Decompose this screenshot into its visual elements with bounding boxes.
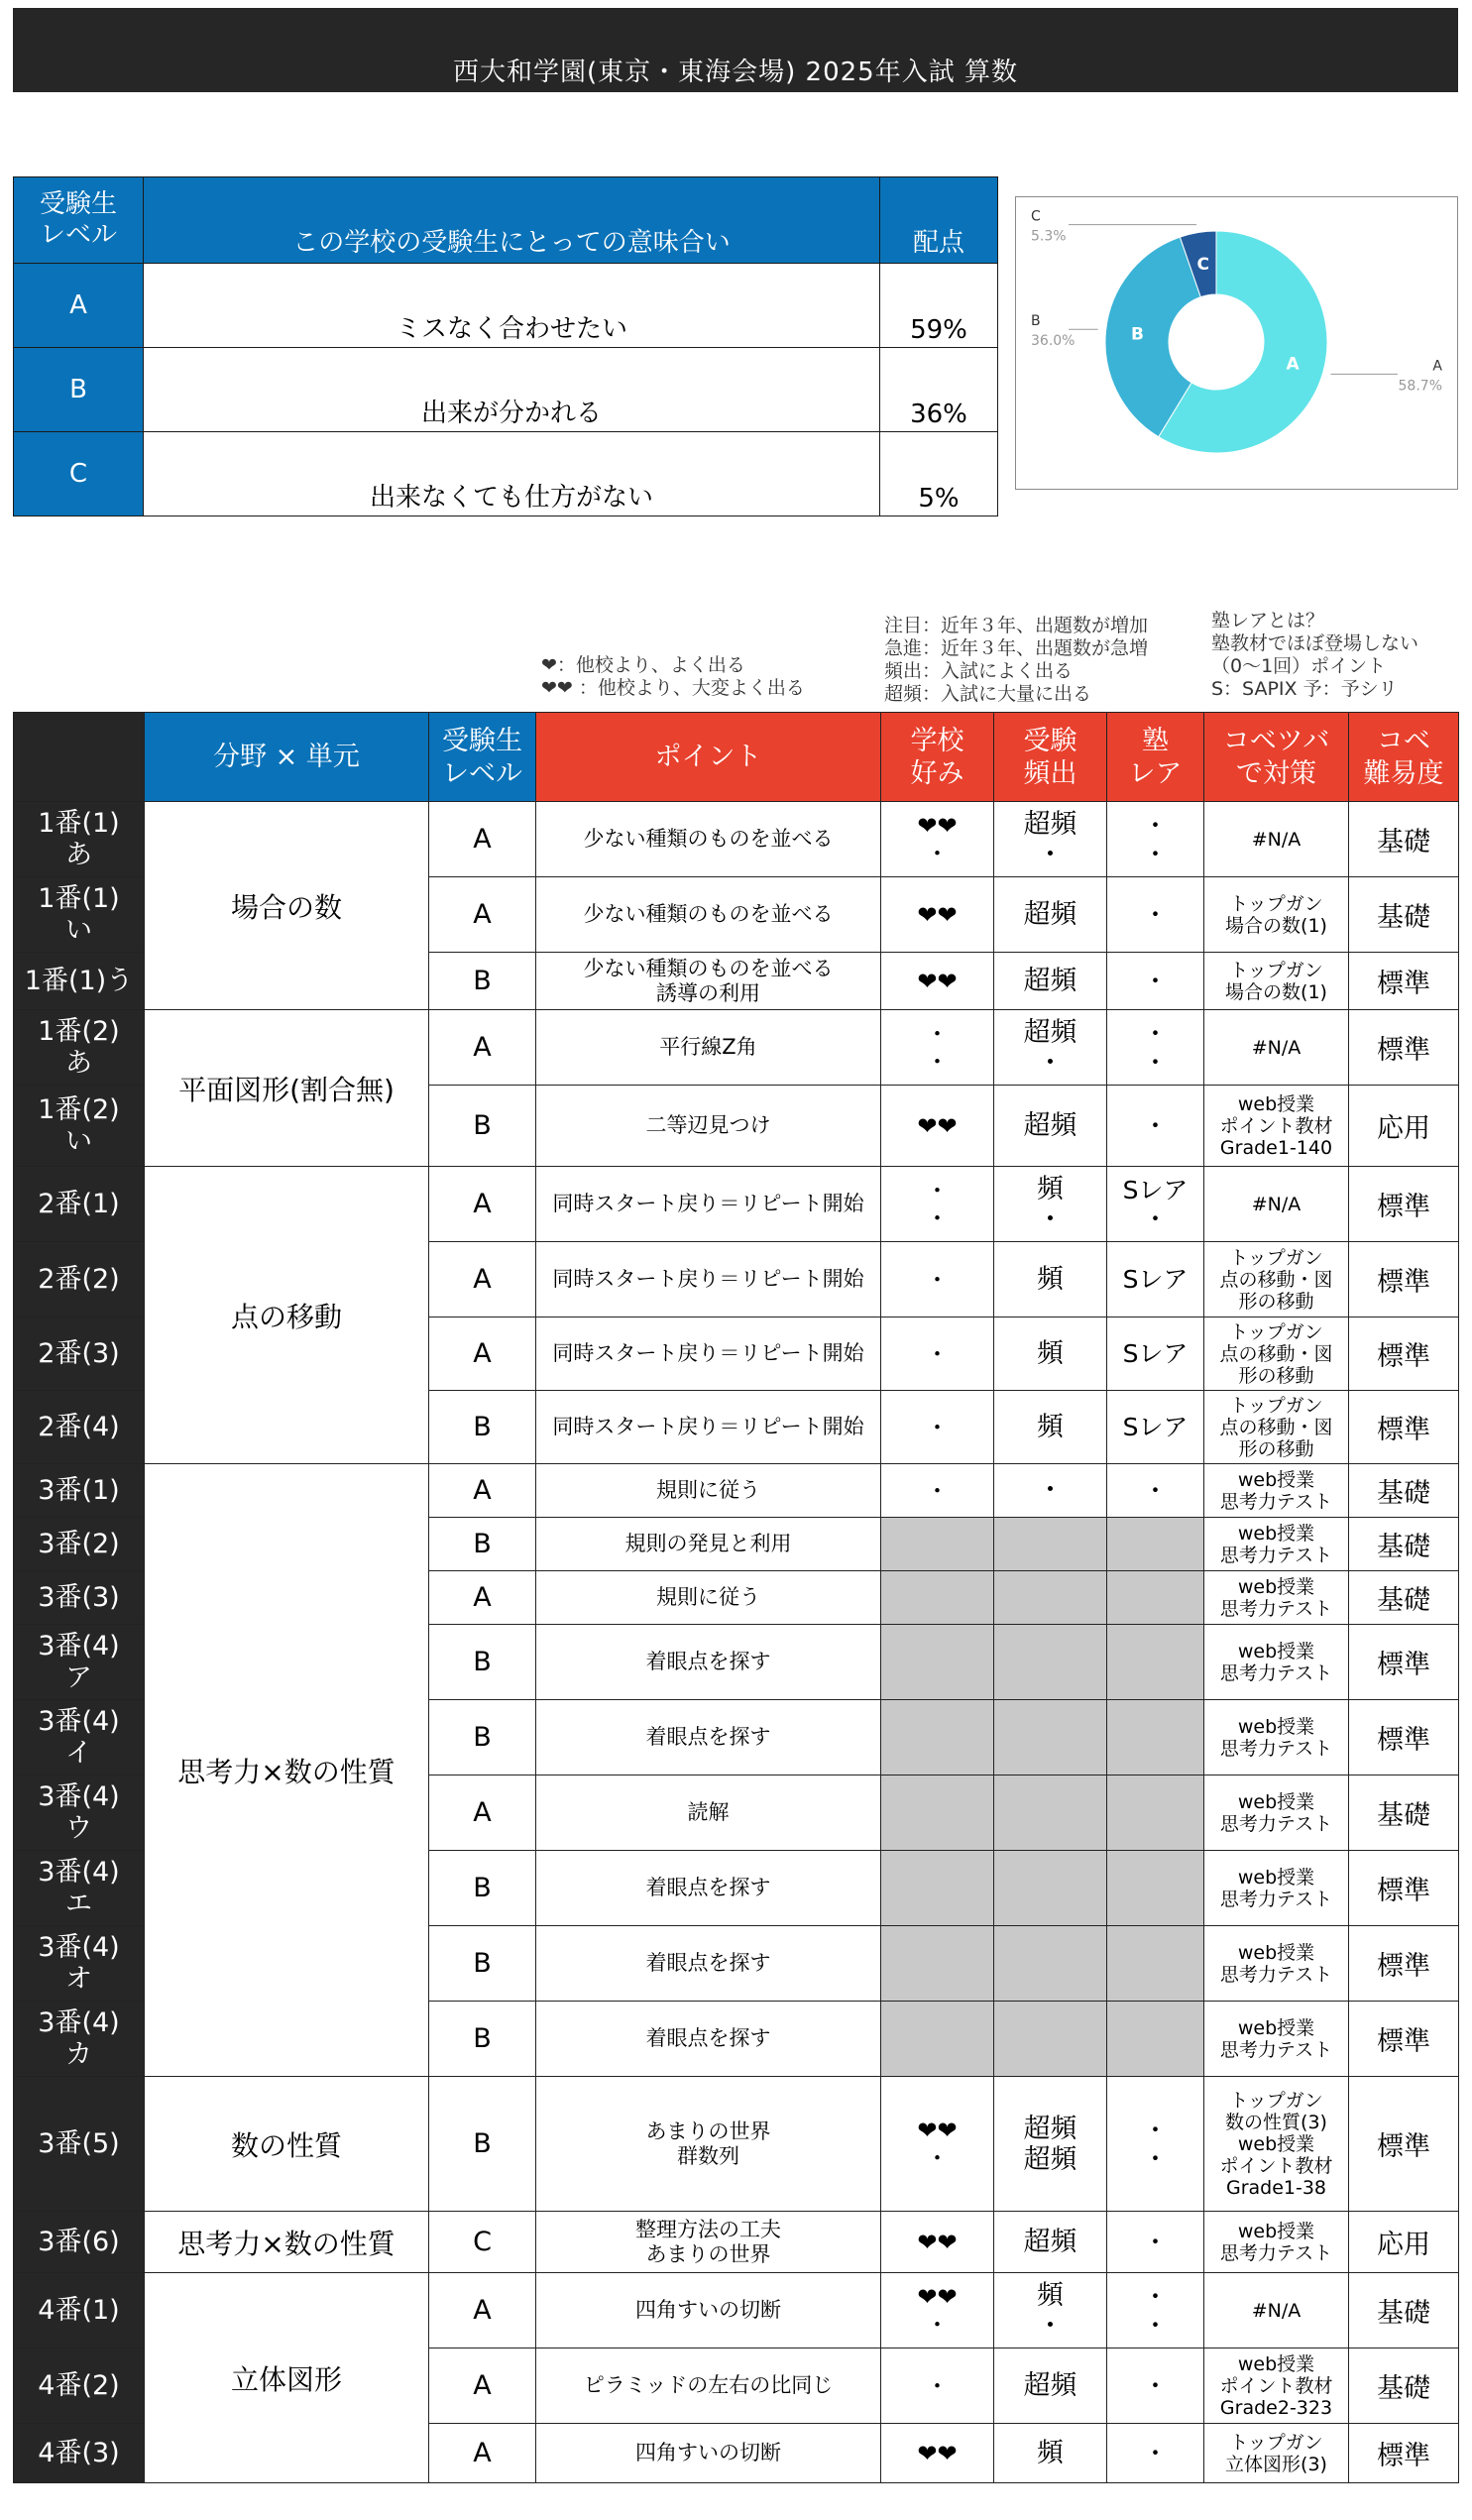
- school-preference-cell: ❤❤ ・: [881, 802, 994, 877]
- question-number: 3番(1): [14, 1464, 145, 1518]
- cram-rare-cell: ・: [1107, 2348, 1204, 2424]
- field-unit-cell: 思考力×数の性質: [145, 1464, 429, 2077]
- question-number: 3番(4) イ: [14, 1700, 145, 1775]
- difficulty-cell: 基礎: [1349, 877, 1459, 953]
- col-header-level: 受験生 レベル: [429, 713, 536, 802]
- question-number: 2番(3): [14, 1317, 145, 1391]
- level-cell: A: [429, 2273, 536, 2348]
- cram-rare-cell: ・ ・: [1107, 1010, 1204, 1086]
- question-number: 4番(1): [14, 2273, 145, 2348]
- point-cell: 二等辺見つけ: [536, 1086, 881, 1167]
- heart-legend-1: ❤：他校より、よく出る: [541, 654, 745, 676]
- exam-frequency-cell: 超頻 ・: [994, 1010, 1107, 1086]
- table-row: [14, 2273, 1459, 2348]
- question-number: 4番(3): [14, 2424, 145, 2483]
- cram-rare-cell: ・: [1107, 1464, 1204, 1518]
- meaning-cell: 出来なくても仕方がない: [144, 432, 880, 516]
- col-header-kobetsuba: コベツバ で対策: [1204, 713, 1349, 802]
- school-preference-cell: ・ ・: [881, 1167, 994, 1242]
- level-row: [14, 264, 998, 348]
- col-header-difficulty: コベ 難易度: [1349, 713, 1459, 802]
- outer-category-A: A: [1432, 358, 1442, 375]
- share-cell: 59%: [880, 264, 998, 348]
- cram-rare-cell: [1107, 1571, 1204, 1625]
- difficulty-cell: 応用: [1349, 1086, 1459, 1167]
- meaning-cell: 出来が分かれる: [144, 348, 880, 432]
- question-number: 2番(1): [14, 1167, 145, 1242]
- cram-rare-cell: [1107, 1926, 1204, 2002]
- difficulty-cell: 標準: [1349, 953, 1459, 1010]
- school-preference-cell: [881, 2002, 994, 2077]
- kobetsuba-cell: web授業 思考力テスト: [1204, 1851, 1349, 1926]
- school-preference-cell: ❤❤: [881, 1086, 994, 1167]
- table-row: [14, 2212, 1459, 2273]
- col-header-no: [14, 713, 145, 802]
- difficulty-cell: 標準: [1349, 2424, 1459, 2483]
- point-cell: あまりの世界 群数列: [536, 2077, 881, 2212]
- cram-rare-cell: Sレア ・: [1107, 1167, 1204, 1242]
- level-header: 受験生 レベル: [14, 177, 144, 264]
- level-cell: B: [429, 2002, 536, 2077]
- level-cell: C: [429, 2212, 536, 2273]
- exam-frequency-cell: 頻: [994, 1391, 1107, 1464]
- question-number: 2番(2): [14, 1242, 145, 1317]
- page-title: 西大和学園(東京・東海会場) 2025年入試 算数: [13, 8, 1458, 92]
- school-preference-cell: [881, 1571, 994, 1625]
- difficulty-cell: 基礎: [1349, 1464, 1459, 1518]
- exam-frequency-cell: 頻: [994, 1242, 1107, 1317]
- school-preference-cell: [881, 1625, 994, 1700]
- school-preference-cell: ・: [881, 1242, 994, 1317]
- question-number: 3番(3): [14, 1571, 145, 1625]
- col-header-school-pref: 学校 好み: [881, 713, 994, 802]
- school-preference-cell: [881, 1851, 994, 1926]
- kobetsuba-cell: web授業 思考力テスト: [1204, 1625, 1349, 1700]
- point-cell: 整理方法の工夫 あまりの世界: [536, 2212, 881, 2273]
- cram-rare-cell: ・ ・: [1107, 2273, 1204, 2348]
- school-preference-cell: ・: [881, 1464, 994, 1518]
- exam-frequency-cell: ・: [994, 1464, 1107, 1518]
- question-number: 1番(2) い: [14, 1086, 145, 1167]
- exam-frequency-cell: [994, 1851, 1107, 1926]
- exam-frequency-cell: 超頻: [994, 2212, 1107, 2273]
- kobetsuba-cell: #N/A: [1204, 1010, 1349, 1086]
- cram-rare-cell: ・: [1107, 953, 1204, 1010]
- field-unit-cell: 平面図形(割合無): [145, 1010, 429, 1167]
- meaning-header: この学校の受験生にとっての意味合い: [144, 177, 880, 264]
- point-cell: 規則に従う: [536, 1571, 881, 1625]
- level-cell: B: [429, 1851, 536, 1926]
- kobetsuba-cell: web授業 思考力テスト: [1204, 2212, 1349, 2273]
- slice-label-C: C: [1196, 255, 1209, 276]
- difficulty-cell: 標準: [1349, 1625, 1459, 1700]
- point-cell: 少ない種類のものを並べる: [536, 802, 881, 877]
- level-cell: C: [14, 432, 144, 516]
- exam-frequency-cell: 超頻: [994, 953, 1107, 1010]
- kobetsuba-cell: トップガン 場合の数(1): [1204, 877, 1349, 953]
- point-cell: ピラミッドの左右の比同じ: [536, 2348, 881, 2424]
- exam-frequency-cell: 頻: [994, 1317, 1107, 1391]
- exam-frequency-cell: [994, 1700, 1107, 1775]
- exam-frequency-cell: 頻 ・: [994, 1167, 1107, 1242]
- question-number: 3番(4) ア: [14, 1625, 145, 1700]
- level-cell: A: [429, 1571, 536, 1625]
- level-cell: A: [14, 264, 144, 348]
- question-number: 3番(4) エ: [14, 1851, 145, 1926]
- heart-legend-2: ❤❤ ：他校より、大変よく出る: [541, 677, 805, 699]
- rare-legend-item: 塾教材でほぼ登場しない: [1211, 632, 1419, 654]
- question-number: 3番(4) オ: [14, 1926, 145, 2002]
- share-header: 配点: [880, 177, 998, 264]
- kobetsuba-cell: #N/A: [1204, 2273, 1349, 2348]
- cram-rare-cell: ・: [1107, 2212, 1204, 2273]
- difficulty-cell: 標準: [1349, 1010, 1459, 1086]
- cram-rare-cell: ・ ・: [1107, 802, 1204, 877]
- point-cell: 着眼点を探す: [536, 1926, 881, 2002]
- field-unit-cell: 思考力×数の性質: [145, 2212, 429, 2273]
- outer-value-C: 5.3%: [1031, 228, 1067, 245]
- slice-label-A: A: [1286, 354, 1300, 375]
- difficulty-cell: 標準: [1349, 2002, 1459, 2077]
- kobetsuba-cell: web授業 思考力テスト: [1204, 1926, 1349, 2002]
- kobetsuba-cell: トップガン 立体図形(3): [1204, 2424, 1349, 2483]
- rare-legend-item: S：SAPIX 予：予シリ: [1211, 678, 1398, 700]
- field-unit-cell: 立体図形: [145, 2273, 429, 2483]
- level-cell: A: [429, 2348, 536, 2424]
- school-preference-cell: ❤❤: [881, 2424, 994, 2483]
- cram-rare-cell: Sレア: [1107, 1317, 1204, 1391]
- question-number: 1番(1) あ: [14, 802, 145, 877]
- school-preference-cell: ・: [881, 2348, 994, 2424]
- kobetsuba-cell: web授業 思考力テスト: [1204, 1700, 1349, 1775]
- kobetsuba-cell: トップガン 点の移動・図 形の移動: [1204, 1317, 1349, 1391]
- difficulty-cell: 基礎: [1349, 1775, 1459, 1851]
- cram-rare-cell: [1107, 1625, 1204, 1700]
- question-number: 1番(1)う: [14, 953, 145, 1010]
- level-table: [13, 176, 998, 516]
- share-cell: 5%: [880, 432, 998, 516]
- share-cell: 36%: [880, 348, 998, 432]
- school-preference-cell: [881, 1700, 994, 1775]
- table-row: [14, 1167, 1459, 1242]
- freq-legend-item: 急進：近年３年、出題数が急増: [884, 637, 1149, 659]
- rare-legend: [1211, 610, 1418, 701]
- cram-rare-cell: [1107, 1700, 1204, 1775]
- level-cell: B: [429, 1926, 536, 2002]
- outer-category-C: C: [1031, 208, 1041, 225]
- rare-legend-item: 塾レアとは？: [1211, 610, 1325, 631]
- exam-frequency-cell: 超頻 ・: [994, 802, 1107, 877]
- frequency-legend: [884, 615, 1148, 706]
- level-cell: B: [429, 1391, 536, 1464]
- question-number: 1番(2) あ: [14, 1010, 145, 1086]
- school-preference-cell: [881, 1518, 994, 1571]
- point-cell: 同時スタート戻り＝リピート開始: [536, 1167, 881, 1242]
- school-preference-cell: ・: [881, 1317, 994, 1391]
- question-number: 4番(2): [14, 2348, 145, 2424]
- point-cell: 四角すいの切断: [536, 2273, 881, 2348]
- difficulty-cell: 基礎: [1349, 1518, 1459, 1571]
- question-number: 3番(4) カ: [14, 2002, 145, 2077]
- table-row: [14, 1464, 1459, 1518]
- cram-rare-cell: Sレア: [1107, 1391, 1204, 1464]
- meaning-cell: ミスなく合わせたい: [144, 264, 880, 348]
- difficulty-cell: 基礎: [1349, 2273, 1459, 2348]
- difficulty-cell: 応用: [1349, 2212, 1459, 2273]
- field-unit-cell: 数の性質: [145, 2077, 429, 2212]
- col-header-exam-freq: 受験 頻出: [994, 713, 1107, 802]
- point-cell: 少ない種類のものを並べる: [536, 877, 881, 953]
- level-cell: B: [429, 1518, 536, 1571]
- rare-legend-item: （0～1回）ポイント: [1211, 655, 1387, 677]
- outer-category-B: B: [1031, 313, 1041, 330]
- heart-legend: [541, 654, 805, 700]
- cram-rare-cell: [1107, 1518, 1204, 1571]
- level-cell: A: [429, 1010, 536, 1086]
- exam-frequency-cell: 頻 ・: [994, 2273, 1107, 2348]
- difficulty-cell: 標準: [1349, 1391, 1459, 1464]
- level-row: [14, 348, 998, 432]
- level-cell: A: [429, 2424, 536, 2483]
- exam-frequency-cell: 超頻: [994, 1086, 1107, 1167]
- level-cell: B: [429, 1625, 536, 1700]
- school-preference-cell: ❤❤ ・: [881, 2077, 994, 2212]
- field-unit-cell: 場合の数: [145, 802, 429, 1010]
- point-cell: 少ない種類のものを並べる 誘導の利用: [536, 953, 881, 1010]
- difficulty-cell: 標準: [1349, 1167, 1459, 1242]
- exam-frequency-cell: 頻: [994, 2424, 1107, 2483]
- level-cell: A: [429, 877, 536, 953]
- col-header-cram-rare: 塾 レア: [1107, 713, 1204, 802]
- difficulty-cell: 標準: [1349, 1926, 1459, 2002]
- level-share-chart: [1015, 196, 1458, 490]
- question-number: 3番(2): [14, 1518, 145, 1571]
- difficulty-cell: 標準: [1349, 2077, 1459, 2212]
- cram-rare-cell: ・ ・: [1107, 2077, 1204, 2212]
- kobetsuba-cell: web授業 ポイント教材 Grade2-323: [1204, 2348, 1349, 2424]
- level-cell: A: [429, 1775, 536, 1851]
- level-cell: A: [429, 1464, 536, 1518]
- level-cell: B: [429, 2077, 536, 2212]
- donut-chart: [1016, 197, 1456, 488]
- difficulty-cell: 標準: [1349, 1851, 1459, 1926]
- point-cell: 着眼点を探す: [536, 1851, 881, 1926]
- cram-rare-cell: [1107, 1851, 1204, 1926]
- outer-value-A: 58.7%: [1398, 378, 1442, 395]
- point-cell: 四角すいの切断: [536, 2424, 881, 2483]
- kobetsuba-cell: トップガン 場合の数(1): [1204, 953, 1349, 1010]
- cram-rare-cell: [1107, 2002, 1204, 2077]
- cram-rare-cell: ・: [1107, 1086, 1204, 1167]
- exam-frequency-cell: [994, 1625, 1107, 1700]
- question-number: 1番(1) い: [14, 877, 145, 953]
- kobetsuba-cell: トップガン 点の移動・図 形の移動: [1204, 1391, 1349, 1464]
- level-cell: B: [429, 953, 536, 1010]
- difficulty-cell: 標準: [1349, 1700, 1459, 1775]
- difficulty-cell: 標準: [1349, 1317, 1459, 1391]
- kobetsuba-cell: トップガン 数の性質(3) web授業 ポイント教材 Grade1-38: [1204, 2077, 1349, 2212]
- level-row: [14, 432, 998, 516]
- level-cell: A: [429, 1167, 536, 1242]
- table-row: [14, 1010, 1459, 1086]
- exam-frequency-cell: [994, 1775, 1107, 1851]
- kobetsuba-cell: web授業 思考力テスト: [1204, 1571, 1349, 1625]
- slice-label-B: B: [1130, 324, 1144, 345]
- point-cell: 同時スタート戻り＝リピート開始: [536, 1242, 881, 1317]
- level-cell: B: [429, 1086, 536, 1167]
- cram-rare-cell: [1107, 1775, 1204, 1851]
- field-unit-cell: 点の移動: [145, 1167, 429, 1464]
- cram-rare-cell: ・: [1107, 2424, 1204, 2483]
- exam-frequency-cell: 超頻 超頻: [994, 2077, 1107, 2212]
- point-cell: 同時スタート戻り＝リピート開始: [536, 1317, 881, 1391]
- difficulty-cell: 基礎: [1349, 1571, 1459, 1625]
- table-row: [14, 802, 1459, 877]
- school-preference-cell: ❤❤: [881, 877, 994, 953]
- level-cell: A: [429, 1242, 536, 1317]
- kobetsuba-cell: #N/A: [1204, 1167, 1349, 1242]
- outer-value-B: 36.0%: [1031, 333, 1076, 350]
- question-number: 2番(4): [14, 1391, 145, 1464]
- kobetsuba-cell: web授業 思考力テスト: [1204, 1775, 1349, 1851]
- exam-frequency-cell: [994, 1518, 1107, 1571]
- difficulty-cell: 基礎: [1349, 2348, 1459, 2424]
- kobetsuba-cell: web授業 思考力テスト: [1204, 1464, 1349, 1518]
- freq-legend-item: 注目：近年３年、出題数が増加: [884, 615, 1149, 636]
- school-preference-cell: [881, 1775, 994, 1851]
- question-number: 3番(6): [14, 2212, 145, 2273]
- col-header-point: ポイント: [536, 713, 881, 802]
- cram-rare-cell: Sレア: [1107, 1242, 1204, 1317]
- school-preference-cell: [881, 1926, 994, 2002]
- kobetsuba-cell: #N/A: [1204, 802, 1349, 877]
- exam-frequency-cell: [994, 1571, 1107, 1625]
- kobetsuba-cell: web授業 ポイント教材 Grade1-140: [1204, 1086, 1349, 1167]
- level-cell: B: [14, 348, 144, 432]
- exam-frequency-cell: 超頻: [994, 877, 1107, 953]
- school-preference-cell: ❤❤: [881, 953, 994, 1010]
- difficulty-cell: 基礎: [1349, 802, 1459, 877]
- point-cell: 読解: [536, 1775, 881, 1851]
- point-cell: 規則の発見と利用: [536, 1518, 881, 1571]
- point-cell: 着眼点を探す: [536, 2002, 881, 2077]
- question-number: 3番(5): [14, 2077, 145, 2212]
- point-cell: 規則に従う: [536, 1464, 881, 1518]
- freq-legend-item: 頻出：入試によく出る: [884, 660, 1074, 682]
- question-number: 3番(4) ウ: [14, 1775, 145, 1851]
- analysis-table: [13, 712, 1459, 2483]
- difficulty-cell: 標準: [1349, 1242, 1459, 1317]
- exam-frequency-cell: 超頻: [994, 2348, 1107, 2424]
- exam-frequency-cell: [994, 1926, 1107, 2002]
- point-cell: 平行線Z角: [536, 1010, 881, 1086]
- kobetsuba-cell: web授業 思考力テスト: [1204, 1518, 1349, 1571]
- school-preference-cell: ・ ・: [881, 1010, 994, 1086]
- col-header-field: 分野 × 単元: [145, 713, 429, 802]
- level-cell: B: [429, 1700, 536, 1775]
- kobetsuba-cell: web授業 思考力テスト: [1204, 2002, 1349, 2077]
- point-cell: 同時スタート戻り＝リピート開始: [536, 1391, 881, 1464]
- level-cell: A: [429, 802, 536, 877]
- exam-frequency-cell: [994, 2002, 1107, 2077]
- school-preference-cell: ❤❤ ・: [881, 2273, 994, 2348]
- table-row: [14, 2077, 1459, 2212]
- freq-legend-item: 超頻：入試に大量に出る: [884, 683, 1092, 705]
- kobetsuba-cell: トップガン 点の移動・図 形の移動: [1204, 1242, 1349, 1317]
- cram-rare-cell: ・: [1107, 877, 1204, 953]
- point-cell: 着眼点を探す: [536, 1700, 881, 1775]
- school-preference-cell: ❤❤: [881, 2212, 994, 2273]
- school-preference-cell: ・: [881, 1391, 994, 1464]
- level-cell: A: [429, 1317, 536, 1391]
- point-cell: 着眼点を探す: [536, 1625, 881, 1700]
